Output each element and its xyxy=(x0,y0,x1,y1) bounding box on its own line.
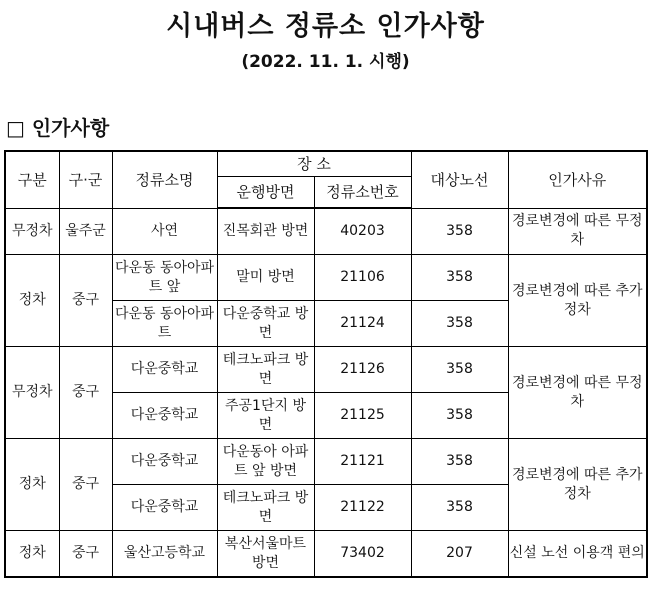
cell-stop-number: 21124 xyxy=(314,301,411,347)
cell-district: 중구 xyxy=(59,347,112,439)
cell-type: 정차 xyxy=(5,531,59,578)
cell-direction: 말미 방면 xyxy=(217,255,314,301)
header-district: 구·군 xyxy=(59,151,112,208)
header-reason: 인가사유 xyxy=(508,151,647,208)
header-route: 대상노선 xyxy=(411,151,508,208)
header-location: 장 소 xyxy=(217,151,411,177)
cell-stop-name: 다운동 동아아파트 xyxy=(112,301,217,347)
page-title: 시내버스 정류소 인가사항 xyxy=(166,11,485,42)
header-stop-name: 정류소명 xyxy=(112,151,217,208)
header-direction: 운행방면 xyxy=(217,177,314,209)
cell-type: 정차 xyxy=(5,439,59,531)
cell-type: 무정차 xyxy=(5,208,59,255)
effective-date: (2022. 11. 1. 시행) xyxy=(241,52,410,72)
cell-route: 358 xyxy=(411,439,508,485)
cell-stop-name: 사연 xyxy=(112,208,217,255)
cell-stop-name: 울산고등학교 xyxy=(112,531,217,578)
cell-route: 207 xyxy=(411,531,508,578)
header-type: 구분 xyxy=(5,151,59,208)
cell-stop-number: 21126 xyxy=(314,347,411,393)
cell-direction: 테크노파크 방면 xyxy=(217,347,314,393)
cell-direction: 테크노파크 방면 xyxy=(217,485,314,531)
cell-stop-name: 다운중학교 xyxy=(112,347,217,393)
approval-table xyxy=(4,150,648,578)
cell-direction: 다운동아 아파트 앞 방면 xyxy=(217,439,314,485)
cell-route: 358 xyxy=(411,301,508,347)
cell-stop-name: 다운동 동아아파트 앞 xyxy=(112,255,217,301)
cell-route: 358 xyxy=(411,255,508,301)
cell-route: 358 xyxy=(411,485,508,531)
cell-direction: 진목회관 방면 xyxy=(217,208,314,255)
cell-district: 중구 xyxy=(59,255,112,347)
cell-reason: 경로변경에 따른 추가 정차 xyxy=(508,255,647,347)
table-row xyxy=(5,439,647,485)
cell-district: 울주군 xyxy=(59,208,112,255)
cell-stop-number: 21125 xyxy=(314,393,411,439)
cell-reason: 경로변경에 따른 추가 정차 xyxy=(508,439,647,531)
table-row xyxy=(5,208,647,255)
cell-reason: 경로변경에 따른 무정차 xyxy=(508,208,647,255)
table-row xyxy=(5,255,647,301)
cell-reason: 신설 노선 이용객 편의 xyxy=(508,531,647,578)
cell-direction: 주공1단지 방면 xyxy=(217,393,314,439)
cell-stop-name: 다운중학교 xyxy=(112,439,217,485)
cell-type: 무정차 xyxy=(5,347,59,439)
cell-district: 중구 xyxy=(59,531,112,578)
cell-stop-number: 40203 xyxy=(314,208,411,255)
section-heading: □ 인가사항 xyxy=(6,116,110,140)
cell-type: 정차 xyxy=(5,255,59,347)
cell-reason: 경로변경에 따른 무정차 xyxy=(508,347,647,439)
cell-stop-number: 21122 xyxy=(314,485,411,531)
table-row xyxy=(5,347,647,393)
cell-stop-number: 21121 xyxy=(314,439,411,485)
cell-direction: 다운중학교 방면 xyxy=(217,301,314,347)
cell-stop-name: 다운중학교 xyxy=(112,485,217,531)
cell-stop-name: 다운중학교 xyxy=(112,393,217,439)
cell-route: 358 xyxy=(411,393,508,439)
cell-district: 중구 xyxy=(59,439,112,531)
cell-stop-number: 21106 xyxy=(314,255,411,301)
cell-route: 358 xyxy=(411,347,508,393)
table-row xyxy=(5,531,647,578)
cell-stop-number: 73402 xyxy=(314,531,411,578)
header-stop-number: 정류소번호 xyxy=(314,177,411,209)
cell-route: 358 xyxy=(411,208,508,255)
cell-direction: 복산서울마트 방면 xyxy=(217,531,314,578)
